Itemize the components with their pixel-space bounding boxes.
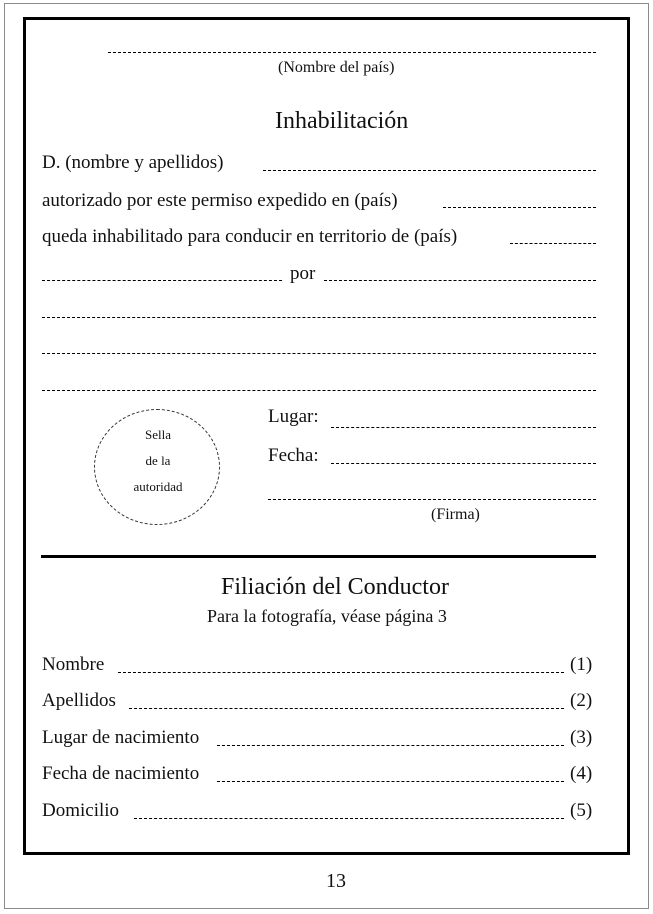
date-line[interactable] (331, 463, 596, 464)
seal-text-2: de la (145, 453, 171, 468)
field-label-lugar-nacimiento: Lugar de nacimiento (42, 727, 200, 748)
driver-section-subtitle: Para la fotografía, véase página 3 (207, 606, 447, 626)
country-name-line[interactable] (108, 52, 596, 53)
field-ref-3: (3) (570, 727, 593, 748)
field-line-lugar-nacimiento[interactable] (217, 745, 564, 746)
field-ref-1: (1) (570, 654, 593, 675)
place-label: Lugar: (268, 406, 319, 427)
holder-name-label: D. (nombre y apellidos) (42, 152, 224, 173)
place-line[interactable] (331, 427, 596, 428)
field-ref-4: (4) (570, 763, 593, 784)
country-caption: (Nombre del país) (278, 59, 395, 76)
page-number: 13 (326, 870, 346, 892)
territory-continuation-line[interactable] (42, 280, 282, 281)
seal-text-1: Sella (145, 427, 171, 442)
reason-line-4[interactable] (42, 390, 596, 391)
section-divider (41, 555, 596, 558)
disqualification-title: Inhabilitación (275, 108, 409, 134)
seal-text-3: autoridad (133, 479, 183, 494)
reason-line[interactable] (324, 280, 596, 281)
field-label-domicilio: Domicilio (42, 800, 120, 821)
reason-line-2[interactable] (42, 317, 596, 318)
issuing-country-line[interactable] (443, 207, 596, 208)
signature-caption: (Firma) (431, 506, 480, 523)
disqualified-territory-label: queda inhabilitado para conducir en territorio de (país) (42, 226, 458, 247)
field-label-apellidos: Apellidos (42, 690, 116, 711)
holder-name-line[interactable] (263, 170, 596, 171)
disqualified-territory-line[interactable] (510, 243, 596, 244)
field-line-fecha-nacimiento[interactable] (217, 781, 564, 782)
date-label: Fecha: (268, 445, 319, 466)
field-ref-2: (2) (570, 690, 593, 711)
authority-seal (94, 409, 220, 525)
signature-line[interactable] (268, 499, 596, 500)
field-label-fecha-nacimiento: Fecha de nacimiento (42, 763, 200, 784)
reason-line-3[interactable] (42, 353, 596, 354)
issuing-country-label: autorizado por este permiso expedido en (país) (42, 190, 398, 211)
field-line-apellidos[interactable] (129, 708, 564, 709)
field-label-nombre: Nombre (42, 654, 105, 675)
field-ref-5: (5) (570, 800, 593, 821)
reason-label: por (290, 263, 316, 284)
field-line-domicilio[interactable] (134, 818, 564, 819)
driver-section-title: Filiación del Conductor (221, 574, 449, 600)
field-line-nombre[interactable] (118, 672, 564, 673)
